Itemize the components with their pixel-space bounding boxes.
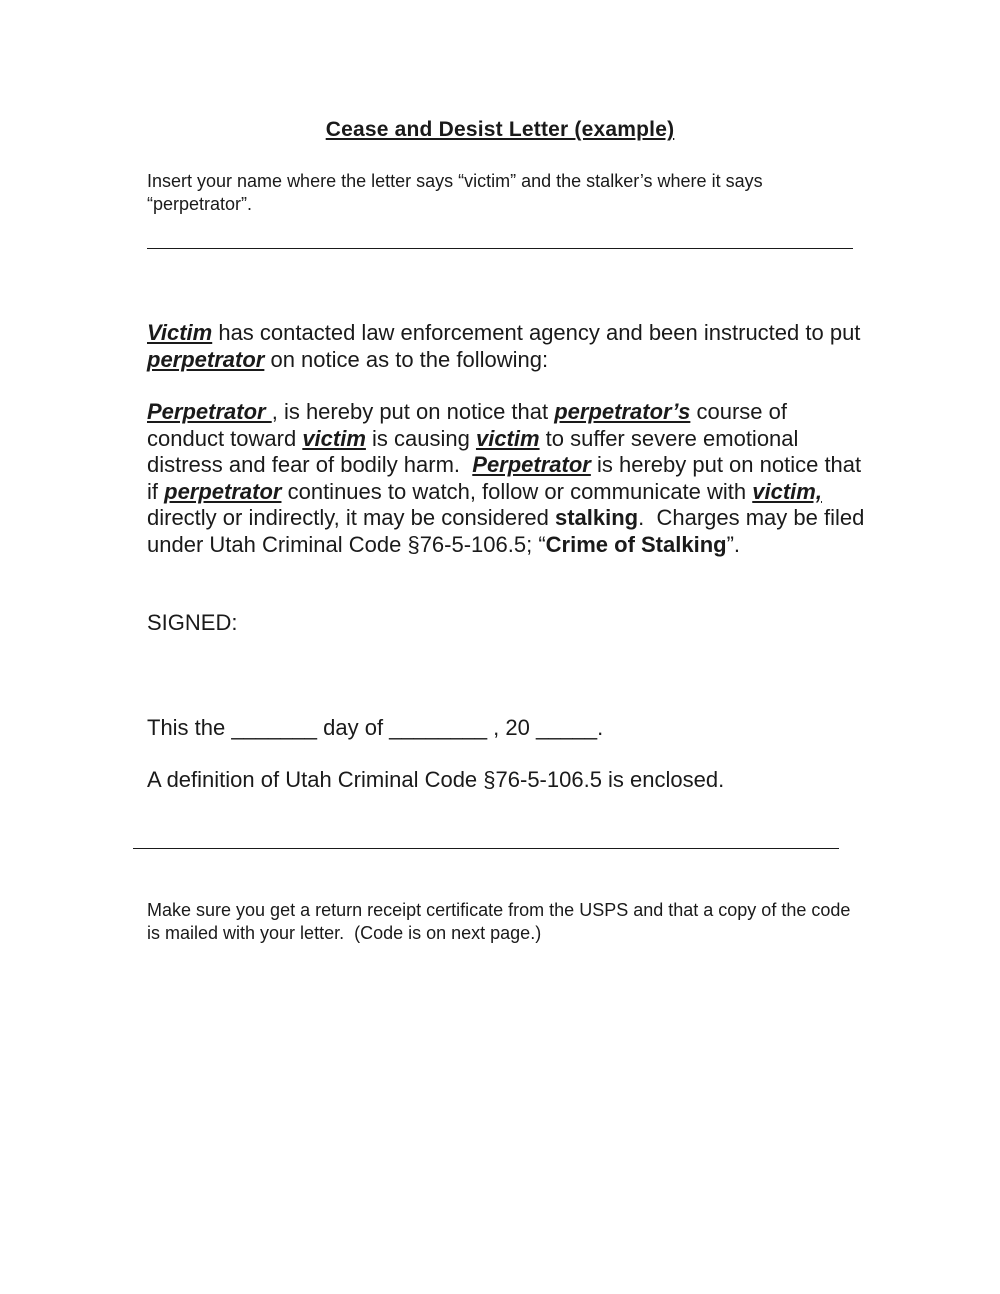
paragraph-notice (147, 399, 867, 558)
paragraph-notice-text: continues to watch, follow or communicate with (281, 478, 753, 504)
paragraph-notice-text: is hereby put on notice that if (147, 452, 862, 504)
victim-placeholder: victim, (752, 478, 822, 504)
stalking-term: stalking (554, 505, 639, 530)
paragraph-notice-text: is causing (365, 425, 476, 451)
document-title: Cease and Desist Letter (example) (325, 118, 675, 141)
footer-note: Make sure you get a return receipt certificate from the USPS and that a copy of the code is mailed with your letter. (Code is on next page.) (147, 900, 851, 943)
paragraph-notice-text: ”. (726, 531, 741, 557)
enclosed-note: A definition of Utah Criminal Code §76-5-106.5 is enclosed. (147, 767, 725, 792)
victim-placeholder: victim (302, 425, 366, 451)
paragraph-notice-text: , is hereby put on notice that (271, 399, 555, 424)
perpetrator-placeholder: Perpetrator (472, 452, 591, 477)
perpetrator-placeholder: perpetrator (164, 478, 282, 504)
perpetrator-placeholder: Perpetrator (147, 399, 272, 424)
perpetrator-placeholder: perpetrator (147, 346, 265, 372)
crime-of-stalking-term: Crime of Stalking (545, 531, 727, 557)
signed-label: SIGNED: (147, 610, 238, 635)
date-line: This the _______ day of ________ , 20 _____. (147, 715, 604, 740)
paragraph-notice-text: to suffer severe emotional distress and fear of bodily harm. (147, 425, 799, 477)
victim-placeholder: victim (475, 425, 540, 451)
top-divider (147, 248, 853, 249)
victim-placeholder: Victim (147, 320, 213, 345)
paragraph-intro (147, 320, 867, 373)
paragraph-notice-text: directly or indirectly, it may be considered (147, 505, 555, 530)
instructions-text: Insert your name where the letter says “victim” and the stalker’s where it says “perpetrator”. (147, 171, 763, 214)
bottom-divider (133, 848, 839, 849)
paragraph-notice-text: . Charges may be filed under Utah Criminal Code §76-5-106.5; “ (147, 505, 865, 557)
paragraph-intro-text: on notice as to the following: (264, 346, 549, 372)
paragraph-intro-text: has contacted law enforcement agency and been instructed to put (212, 320, 861, 345)
perpetrator-placeholder: perpetrator’s (554, 399, 691, 424)
paragraph-notice-text: course of conduct toward (147, 399, 787, 451)
